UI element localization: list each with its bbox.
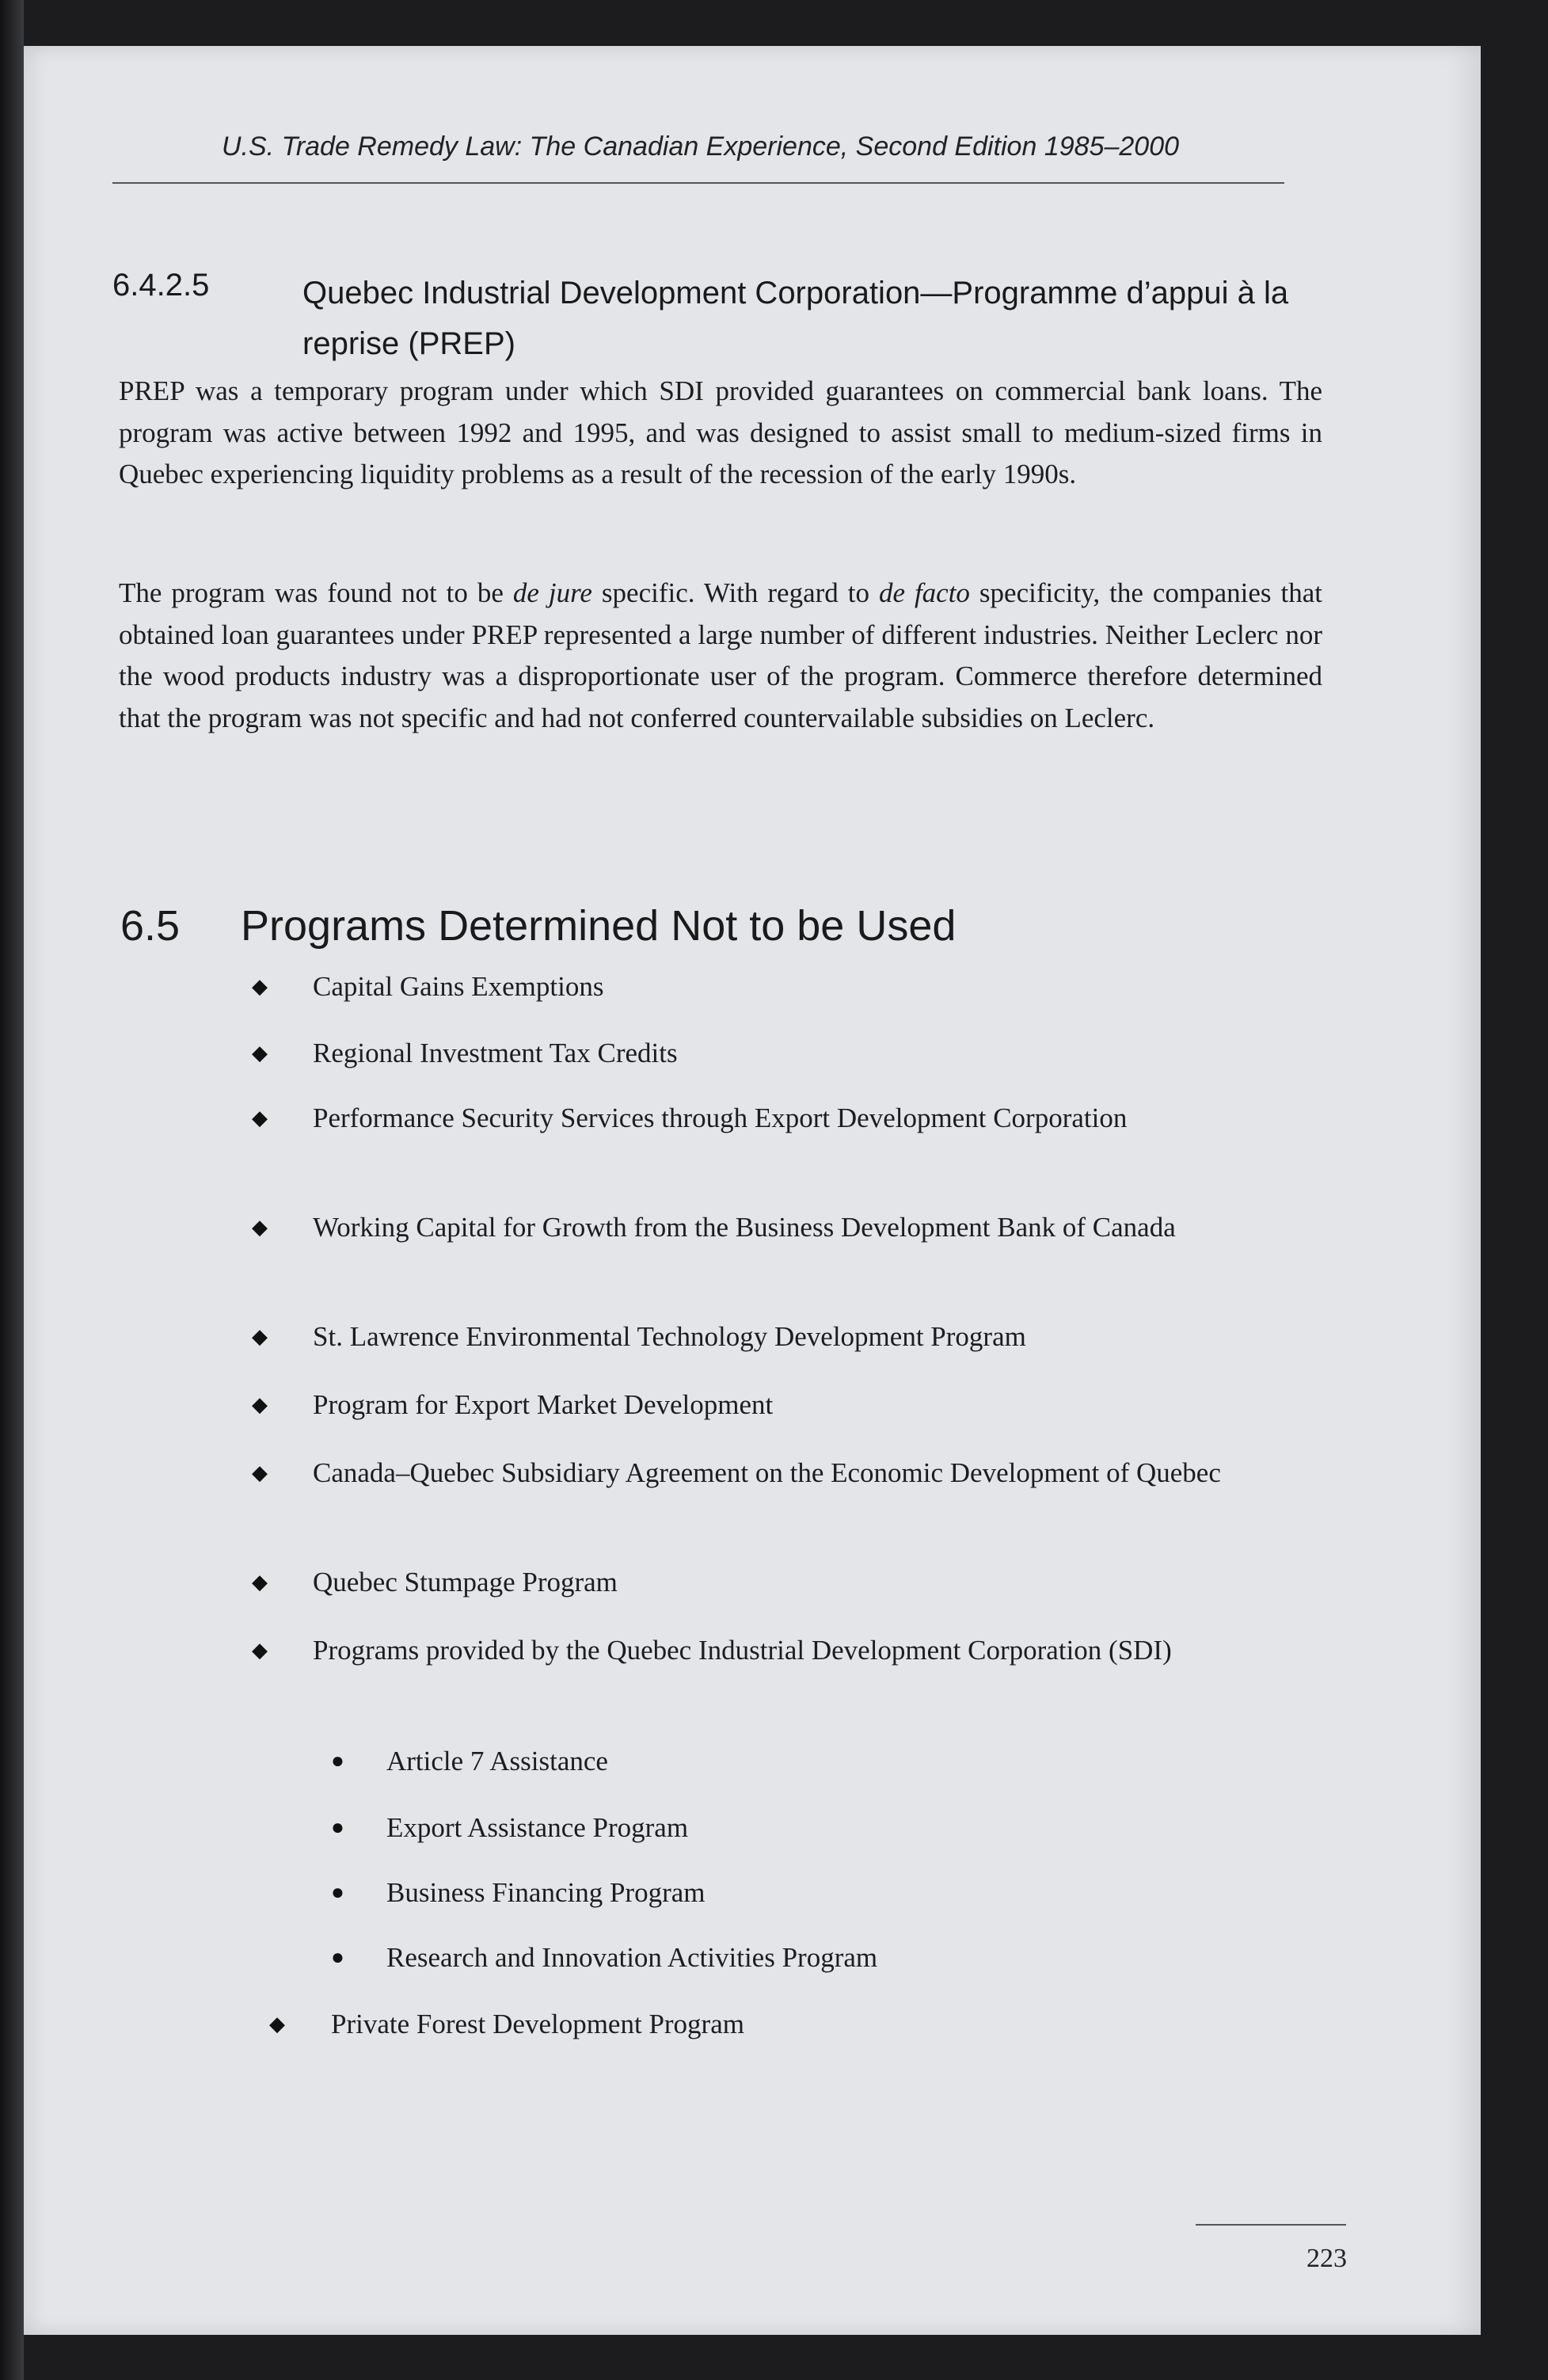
header-rule bbox=[112, 182, 1284, 184]
paragraph-text: specificity, the companies that obtained loan guarantees under PREP represented a large number of different industries. Neither Leclerc nor the wood products industry was a disproportionate user of the program. Commerce therefore determined that the program was not specific and had not conferred countervailable subsidies on Leclerc. bbox=[119, 577, 1322, 733]
list-item: Performance Security Services through Export Development Corporation bbox=[313, 1102, 1128, 1133]
subsection-title: Quebec Industrial Development Corporation—Programme d’appui à la reprise (PREP) bbox=[302, 276, 1289, 361]
diamond-bullet-icon: ◆ bbox=[252, 1571, 268, 1594]
book-spine-edge bbox=[0, 0, 24, 2380]
bullet-dot-icon: ● bbox=[331, 1815, 344, 1840]
section-title: Programs Determined Not to be Used bbox=[241, 902, 957, 950]
paragraph-text: The program was found not to be bbox=[119, 577, 513, 608]
diamond-bullet-icon: ◆ bbox=[252, 1325, 268, 1348]
subsection-number: 6.4.2.5 bbox=[112, 268, 210, 303]
paragraph-text: specific. With regard to bbox=[591, 577, 879, 608]
list-item: St. Lawrence Environmental Technology Development Program bbox=[313, 1321, 1026, 1352]
list-item: Regional Investment Tax Credits bbox=[313, 1038, 678, 1068]
italic-term: de facto bbox=[878, 577, 970, 608]
italic-term: de jure bbox=[512, 577, 592, 608]
list-item: Capital Gains Exemptions bbox=[313, 971, 604, 1002]
sub-list-item: Article 7 Assistance bbox=[386, 1746, 608, 1776]
list-item: Canada–Quebec Subsidiary Agreement on the Economic Development of Quebec bbox=[313, 1457, 1221, 1488]
diamond-bullet-icon: ◆ bbox=[252, 1106, 268, 1129]
bullet-dot-icon: ● bbox=[331, 1945, 344, 1970]
diamond-bullet-icon: ◆ bbox=[252, 1461, 268, 1484]
diamond-bullet-icon: ◆ bbox=[252, 1639, 268, 1662]
list-item: Working Capital for Growth from the Business Development Bank of Canada bbox=[313, 1212, 1176, 1243]
diamond-bullet-icon: ◆ bbox=[252, 1216, 268, 1239]
book-page bbox=[24, 46, 1481, 2335]
list-item: Program for Export Market Development bbox=[313, 1389, 774, 1420]
section-number: 6.5 bbox=[120, 902, 181, 950]
bullet-dot-icon: ● bbox=[331, 1749, 344, 1773]
paragraph-specificity bbox=[119, 573, 1322, 739]
list-item: Private Forest Development Program bbox=[331, 2009, 744, 2039]
sub-list-item: Business Financing Program bbox=[386, 1877, 706, 1908]
list-item: Quebec Stumpage Program bbox=[313, 1567, 618, 1597]
diamond-bullet-icon: ◆ bbox=[252, 975, 268, 998]
page-number: 223 bbox=[1306, 2244, 1347, 2273]
diamond-bullet-icon: ◆ bbox=[269, 2013, 285, 2035]
bullet-dot-icon: ● bbox=[331, 1880, 344, 1905]
running-head: U.S. Trade Remedy Law: The Canadian Experience, Second Edition 1985–2000 bbox=[222, 131, 1180, 162]
sub-list-item: Research and Innovation Activities Program bbox=[386, 1942, 878, 1973]
footer-rule bbox=[1196, 2224, 1346, 2226]
list-item: Programs provided by the Quebec Industrial Development Corporation (SDI) bbox=[313, 1635, 1172, 1666]
sub-list-item: Export Assistance Program bbox=[386, 1812, 689, 1843]
diamond-bullet-icon: ◆ bbox=[252, 1393, 268, 1416]
paragraph-prep-description: PREP was a temporary program under which SDI provided guarantees on commercial bank loans. The program was active between 1992 and 1995, and was designed to assist small to medium-sized firms in Quebec experiencing liquidity problems as a result of the recession of the early 1990s. bbox=[119, 375, 1322, 489]
diamond-bullet-icon: ◆ bbox=[252, 1041, 268, 1064]
